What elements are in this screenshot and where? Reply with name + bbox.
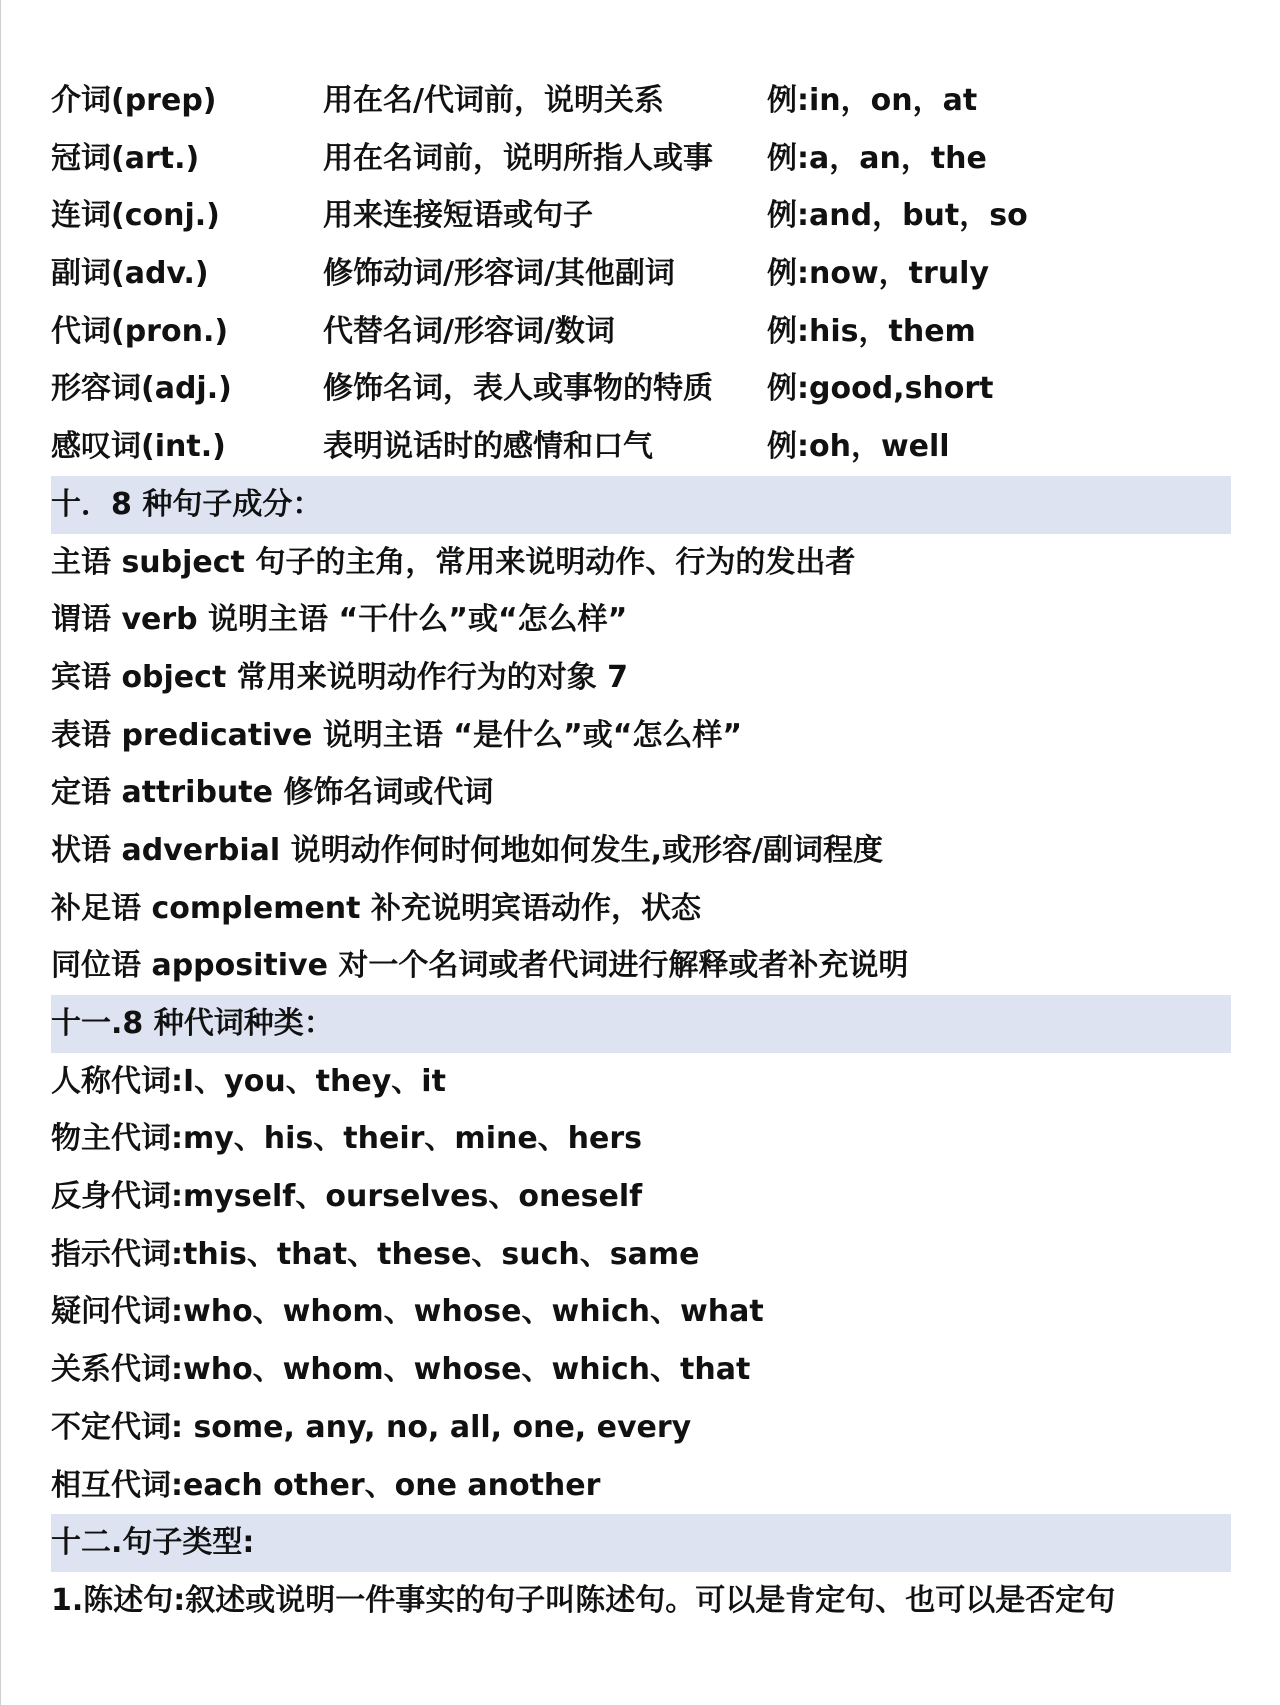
pos-example: 例:in，on，at <box>767 83 978 118</box>
pos-row <box>51 418 1231 476</box>
pos-description: 表明说话时的感情和口气 <box>323 429 653 465</box>
pos-row <box>51 72 1231 130</box>
list-item: 指示代词:this、that、these、such、same <box>51 1236 700 1272</box>
pos-name: 感叹词(int.) <box>51 429 226 465</box>
list-item: 同位语 appositive 对一个名词或者代词进行解释或者补充说明 <box>51 948 909 984</box>
pos-name: 介词(prep) <box>51 83 217 118</box>
list-item: 反身代词:myself、ourselves、oneself <box>51 1179 643 1215</box>
pos-row <box>51 360 1231 418</box>
pos-example: 例:a，an，the <box>767 140 987 176</box>
list-item: 物主代词:my、his、their、mine、hers <box>51 1121 643 1157</box>
pos-description: 用在名词前，说明所指人或事 <box>323 140 713 176</box>
list-item: 谓语 verb 说明主语 “干什么”或“怎么样” <box>51 602 628 638</box>
list-item: 不定代词: some, any, no, all, one, every <box>51 1409 692 1445</box>
list-item: 状语 adverbial 说明动作何时何地如何发生,或形容/副词程度 <box>51 832 883 868</box>
pos-name: 代词(pron.) <box>51 313 229 349</box>
list-item: 关系代词:who、whom、whose、which、that <box>51 1352 751 1388</box>
pos-row <box>51 187 1231 245</box>
list-item: 补足语 complement 补充说明宾语动作，状态 <box>51 890 701 926</box>
pos-name: 副词(adv.) <box>51 256 209 292</box>
pos-example: 例:oh，well <box>767 429 950 465</box>
pos-example: 例:and，but，so <box>767 198 1028 234</box>
pos-example: 例:now，truly <box>767 256 990 292</box>
pos-description: 修饰动词/形容词/其他副词 <box>323 256 675 292</box>
pos-example: 例:good,short <box>767 371 994 407</box>
pos-row <box>51 130 1231 188</box>
list-item: 相互代词:each other、one another <box>51 1467 601 1503</box>
pos-name: 形容词(adj.) <box>51 371 232 407</box>
pos-description: 用在名/代词前，说明关系 <box>323 83 664 118</box>
document-content <box>51 72 1231 1630</box>
pos-description: 代替名词/形容词/数词 <box>323 313 615 349</box>
list-item: 疑问代词:who、whom、whose、which、what <box>51 1294 764 1330</box>
pos-description: 修饰名词，表人或事物的特质 <box>323 371 713 407</box>
list-item: 人称代词:I、you、they、it <box>51 1063 446 1099</box>
list-item: 表语 predicative 说明主语 “是什么”或“怎么样” <box>51 717 743 753</box>
section-heading-sentence-types: 十二.句子类型: <box>51 1514 1231 1572</box>
section-heading-sentence-components: 十．8 种句子成分： <box>51 476 1231 534</box>
pos-name: 冠词(art.) <box>51 140 200 176</box>
list-item: 1.陈述句:叙述或说明一件事实的句子叫陈述句。可以是肯定句、也可以是否定句 <box>51 1582 1116 1618</box>
section-heading-pronoun-types: 十一.8 种代词种类： <box>51 995 1231 1053</box>
list-item: 定语 attribute 修饰名词或代词 <box>51 775 494 811</box>
list-item: 宾语 object 常用来说明动作行为的对象 7 <box>51 659 629 695</box>
pos-name: 连词(conj.) <box>51 198 220 234</box>
pos-example: 例:his，them <box>767 313 976 349</box>
pos-row <box>51 303 1231 361</box>
pos-description: 用来连接短语或句子 <box>323 198 593 234</box>
list-item: 主语 subject 句子的主角，常用来说明动作、行为的发出者 <box>51 544 856 580</box>
pos-row <box>51 245 1231 303</box>
